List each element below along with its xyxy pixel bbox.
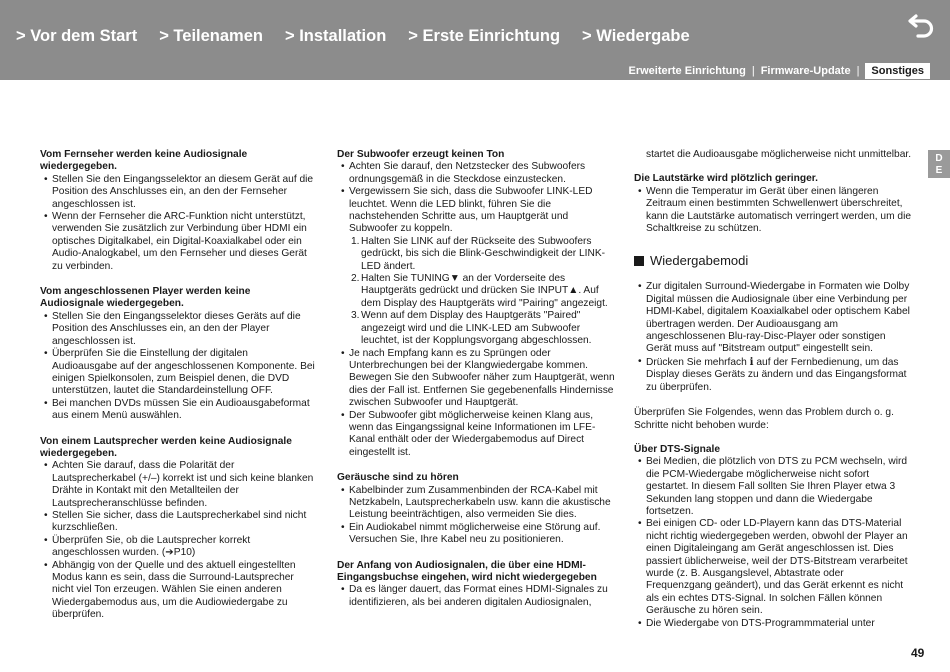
list-item: • Zur digitalen Surround-Wiedergabe in Formaten wie Dolby Digital müssen die Audiosignale über eine Verbindung per HDMI-Kabel, digitalem Koaxialkabel oder optischem Kabel übertragen werden. Der Audioausgang am angeschlossenen Blu-ray-Disc-Player oder sonstigen Gerät muss auf "Bitstream output" eingestellt sein. [634, 281, 912, 355]
list-item: • Da es länger dauert, das Format eines HDMI-Signales zu identifizieren, als bei anderen digitalen Audiosignalen, [337, 584, 615, 609]
language-tab-line2: E [935, 165, 943, 176]
list-item: • Die Wiedergabe von DTS-Programmmaterial unter [634, 618, 912, 630]
nav-vor-dem-start[interactable]: > Vor dem Start [16, 27, 138, 45]
list-item: • Stellen Sie den Eingangsselektor dieses Geräts auf die Position des Anschlusses ein, an den der Player angeschlossen ist. [40, 311, 315, 348]
list-item: • Je nach Empfang kann es zu Sprüngen oder Unterbrechungen bei der Klangwiedergabe kommen. Bewegen Sie den Subwoofer näher zum Hauptgerät, wenn dies der Fall ist. Entfernen Sie gegebenenfalls Hindernisse zwischen Subwoofer und Hauptgerät. [337, 348, 615, 410]
back-arrow-icon[interactable] [906, 10, 938, 38]
list-playback-modes [634, 281, 912, 394]
info-text-after: auf der Fernbedienung, um das Display dieses Geräts zu ändern und das Eingangsformat zu überprüfen. [646, 356, 907, 393]
list-item: • Wenn die Temperatur im Gerät über einen längeren Zeitraum einen bestimmten Schwellenwert überschreitet, kann die Lautstärke automatisch verringert werden, um die Schaltkreise zu schützen. [634, 186, 912, 236]
step-item [337, 273, 615, 310]
list-item: • Achten Sie darauf, dass die Polarität der Lautsprecherkabel (+/–) korrekt ist und sich keine blanken Drähte in Kontakt mit den Metallteilen der Lautsprecheranschlüsse befinden. [40, 460, 315, 510]
column-3 [634, 149, 912, 643]
step-number: 3. [351, 310, 360, 322]
list-dts-signals [634, 456, 912, 630]
column-2 [337, 149, 615, 622]
list-item: • Überprüfen Sie, ob die Lautsprecher korrekt angeschlossen wurden. (➔P10) [40, 535, 315, 560]
subnav-separator: | [856, 65, 860, 77]
list-volume-drop [634, 186, 912, 236]
subnav-firmware-update[interactable]: Firmware-Update [760, 65, 851, 77]
list-tv-no-audio [40, 174, 315, 273]
list-item: • Kabelbinder zum Zusammenbinden der RCA-Kabel mit Netzkabeln, Lautsprecherkabeln usw. kann die akustische Leistung beeinträchtigen, also vermeiden Sie dies. [337, 485, 615, 522]
heading-dts-signals: Über DTS-Signale [634, 443, 721, 455]
heading-noise: Geräusche sind zu hören [337, 472, 459, 484]
list-item [634, 356, 912, 394]
step-text: Halten Sie TUNING▼ an der Vorderseite des Hauptgeräts gedrückt und drücken Sie INPUT▲. Auf dem Display des Hauptgeräts wird "Pairing" angezeigt. [361, 273, 608, 309]
nav-teilenamen[interactable]: > Teilenamen [159, 27, 263, 45]
sub-nav [628, 63, 930, 79]
list-item: • Bei einigen CD- oder LD-Playern kann das DTS-Material nicht richtig wiedergegeben werden, obwohl der Player an einen Digitaleingang am Gerät angeschlossen ist. Dies passiert üblicherweise, weil der DTS-Bitstream verarbeitet wurde (z. B. Ausgangslevel, Abtastrate oder Frequenzgang geändert), und das Gerät erkennt es nicht als ein echtes DTS-Signal. In solchen Fällen können Geräusche zu hören sein. [634, 518, 912, 617]
paragraph-check: Überprüfen Sie Folgendes, wenn das Problem durch o. g. Schritte nicht behoben wurde: [634, 407, 894, 431]
list-subwoofer-a [337, 161, 615, 235]
steps-subwoofer-pairing [337, 236, 615, 348]
list-item: • Stellen Sie den Eingangsselektor an diesem Gerät auf die Position des Anschlusses ein, an den der Fernseher angeschlossen ist. [40, 174, 315, 211]
list-subwoofer-b [337, 348, 615, 460]
list-item: • Achten Sie darauf, den Netzstecker des Subwoofers ordnungsgemäß in die Steckdose einzustecken. [337, 161, 615, 186]
heading-tv-no-audio: Vom Fernseher werden keine Audiosignale wiedergegeben. [40, 149, 248, 173]
nav-installation[interactable]: > Installation [284, 27, 387, 45]
square-bullet-icon [634, 256, 644, 266]
heading-speaker-no-audio: Von einem Lautsprecher werden keine Audiosignale wiedergegeben. [40, 435, 292, 459]
step-text: Halten Sie LINK auf der Rückseite des Subwoofers gedrückt, bis sich die Blink-Geschwindigkeit der LINK-LED ändert. [361, 235, 606, 272]
list-item: • Bei Medien, die plötzlich von DTS zu PCM wechseln, wird die PCM-Wiedergabe möglicherweise nicht sofort gestartet. In diesem Fall sollten Sie Ihren Player etwa 3 Sekunden lang stoppen und dann die Wiedergabe fortsetzen. [634, 456, 912, 518]
language-tab [928, 150, 950, 178]
column-1 [40, 149, 315, 635]
list-item: • Abhängig von der Quelle und des aktuell eingestellten Modus kann es sein, dass die Surround-Lautsprecher nicht viel Ton erzeugen. Wählen Sie einen anderen Wiedergabemodus aus, um die Audiowiedergabe zu überprüfen. [40, 560, 315, 622]
list-item: • Überprüfen Sie die Einstellung der digitalen Audioausgabe auf der angeschlossenen Komponente. Bei einigen Spielkonsolen, zum Beispiel denen, die DVD unterstützen, lautet die Standardeinstellung OFF. [40, 348, 315, 398]
list-speaker-no-audio [40, 460, 315, 621]
list-item: • Wenn der Fernseher die ARC-Funktion nicht unterstützt, verwenden Sie zusätzlich zur Verbindung über HDMI ein optisches Digitalkabel, ein Digital-Koaxialkabel oder ein Audio-Analogkabel, um den Fernseher und dieses Gerät zu verbinden. [40, 211, 315, 273]
step-number: 1. [351, 235, 360, 247]
list-hdmi-start [337, 584, 615, 609]
nav-wiedergabe[interactable]: > Wiedergabe [582, 27, 690, 45]
continuation-text: startet die Audioausgabe möglicherweise nicht unmittelbar. [646, 149, 912, 160]
section-title-text: Wiedergabemodi [650, 253, 749, 269]
page-number: 49 [911, 646, 925, 660]
heading-subwoofer-no-sound: Der Subwoofer erzeugt keinen Ton [337, 149, 505, 160]
top-navigation-bar [0, 0, 950, 80]
step-item [337, 310, 615, 347]
subnav-separator: | [751, 65, 755, 77]
info-text-before: Drücken Sie mehrfach [646, 356, 747, 368]
step-number: 2. [351, 273, 360, 285]
language-tab-line1: D [935, 153, 943, 164]
heading-hdmi-start: Der Anfang von Audiosignalen, die über eine HDMI-Eingangsbuchse eingehen, wird nicht wiedergegeben [337, 559, 597, 583]
step-item [337, 236, 615, 273]
section-title [634, 253, 912, 269]
main-nav [16, 27, 690, 46]
list-item: • Bei manchen DVDs müssen Sie ein Audioausgabeformat aus einem Menü auswählen. [40, 398, 315, 423]
info-button-icon: i [749, 355, 754, 368]
list-item: • Vergewissern Sie sich, dass die Subwoofer LINK-LED leuchtet. Wenn die LED blinkt, führen Sie die nachstehenden Schritte aus, um Hauptgerät und Subwoofer zu koppeln. [337, 186, 615, 236]
list-item: • Der Subwoofer gibt möglicherweise keinen Klang aus, wenn das Eingangssignal keine Informationen im LFE-Kanal enthält oder der Wiedergabemodus auf Direct eingestellt ist. [337, 410, 615, 460]
heading-player-no-audio: Vom angeschlossenen Player werden keine Audiosignale wiedergegeben. [40, 286, 251, 310]
subnav-sonstiges[interactable]: Sonstiges [865, 63, 930, 79]
nav-erste-einrichtung[interactable]: > Erste Einrichtung [408, 27, 561, 45]
list-item: • Ein Audiokabel nimmt möglicherweise eine Störung auf. Versuchen Sie, Ihre Kabel neu zu positionieren. [337, 522, 615, 547]
step-text: Wenn auf dem Display des Hauptgeräts "Paired" angezeigt wird und die LINK-LED am Subwoofer leuchtet, ist der Kopplungsvorgang abgeschlossen. [361, 310, 592, 347]
list-noise [337, 485, 615, 547]
list-item: • Stellen Sie sicher, dass die Lautsprecherkabel sind nicht kurzschließen. [40, 510, 315, 535]
subnav-erweiterte-einrichtung[interactable]: Erweiterte Einrichtung [628, 65, 746, 77]
heading-volume-drop: Die Lautstärke wird plötzlich geringer. [634, 173, 818, 185]
list-player-no-audio [40, 311, 315, 423]
